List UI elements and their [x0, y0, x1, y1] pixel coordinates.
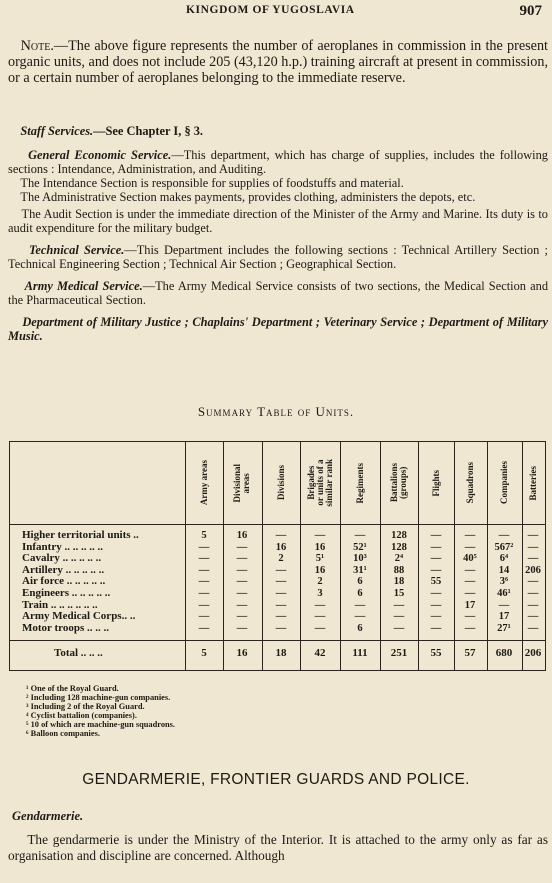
header-rule — [10, 524, 545, 525]
table-cell: — — [430, 553, 442, 565]
row-label: Engineers .. .. .. .. .. — [22, 587, 111, 599]
column-header: Flights — [430, 469, 441, 497]
footnote: ⁵ 10 of which are machine-gun squadrons. — [26, 720, 176, 729]
table-cell: — — [527, 530, 539, 541]
table-cell: 31¹ — [353, 564, 367, 576]
column-divider — [487, 442, 488, 670]
footnote: ¹ One of the Royal Guard. — [26, 684, 119, 693]
table-cell: 10³ — [353, 553, 367, 565]
total-cell: 42 — [314, 647, 326, 659]
table-cell: — — [314, 530, 326, 541]
table-cell: 206 — [525, 564, 541, 576]
table-cell: 52¹ — [353, 541, 367, 553]
table-cell: — — [430, 611, 442, 623]
table-cell: — — [275, 530, 287, 541]
table-cell: — — [236, 588, 248, 599]
technical-service-title: Technical Service. — [29, 243, 125, 257]
table-cell: 88 — [393, 564, 405, 576]
column-header: Divisions — [275, 465, 286, 501]
table-cell: — — [464, 588, 476, 599]
table-cell: 40⁵ — [463, 553, 477, 565]
note-lead: Note. — [20, 38, 54, 54]
table-cell: — — [198, 611, 210, 623]
column-divider — [418, 442, 419, 670]
footnote: ³ Including 2 of the Royal Guard. — [26, 702, 145, 711]
table-cell: — — [354, 530, 366, 541]
column-header: Brigades or units of a similar rank — [305, 459, 334, 507]
table-cell: — — [236, 611, 248, 623]
table-cell: 17 — [498, 611, 510, 623]
table-cell: — — [236, 599, 248, 611]
footnote: ⁴ Cyclist battalion (companies). — [26, 711, 137, 720]
table-cell: — — [275, 588, 287, 599]
table-cell: — — [527, 576, 539, 588]
table-cell: 5¹ — [315, 553, 325, 565]
column-header: Companies — [498, 461, 509, 505]
staff-services-title: Staff Services. — [20, 124, 94, 138]
column-divider — [300, 442, 301, 670]
table-cell: 2⁴ — [394, 553, 404, 565]
table-cell: — — [198, 576, 210, 588]
technical-service-text: —This Department includes the following sections : Technical Artillery Section ; Technical Engineering Section ; Technical Air Section ; Geographical Section. — [8, 243, 548, 271]
table-cell: — — [527, 553, 539, 565]
table-cell: — — [527, 611, 539, 623]
table-cell: 3⁶ — [499, 576, 509, 588]
gendarmerie-subheading: Gendarmerie. — [12, 809, 84, 823]
table-cell: — — [464, 541, 476, 553]
intendance-text: The Intendance Section is responsible for supplies of foodstuffs and material. — [20, 176, 404, 190]
total-rule — [10, 640, 545, 641]
table-cell: — — [275, 576, 287, 588]
table-cell: — — [527, 541, 539, 553]
running-title: KINGDOM OF YUGOSLAVIA — [186, 4, 355, 16]
table-cell: — — [236, 622, 248, 634]
table-cell: — — [393, 599, 405, 611]
administrative-text: The Administrative Section makes payments, provides clothing, administers the depots, etc. — [20, 190, 476, 204]
audit-text: The Audit Section is under the immediate direction of the Minister of the Army and Marine. Its duty is to audit expenditure for the military budget. — [8, 207, 548, 235]
footnote: ⁶ Balloon companies. — [26, 729, 100, 738]
table-cell: 6 — [357, 588, 363, 599]
row-label: Air force .. .. .. .. .. — [22, 575, 106, 588]
table-cell: — — [464, 611, 476, 623]
note-text: —The above figure represents the number of aeroplanes in commission in the present organic units, and does not include 205 (43,120 h.p.) training aircraft at present in commission, or a certain number of aeroplanes belonging to the immediate reserve. — [8, 38, 549, 86]
table-cell: — — [236, 576, 248, 588]
table-cell: — — [464, 564, 476, 576]
table-cell: 3 — [317, 588, 323, 599]
table-cell: — — [430, 541, 442, 553]
footnote: ² Including 128 machine-gun companies. — [26, 693, 171, 702]
column-header: Army areas — [198, 460, 209, 506]
medical-service-title: Army Medical Service. — [24, 279, 143, 293]
page-number: 907 — [519, 3, 542, 19]
total-cell: 251 — [390, 647, 408, 659]
column-header: Squadrons — [464, 462, 475, 504]
table-cell: — — [198, 553, 210, 565]
table-cell: — — [498, 530, 510, 541]
table-cell: — — [393, 611, 405, 623]
table-cell: — — [198, 622, 210, 634]
table-cell: 2 — [278, 553, 284, 565]
column-divider — [223, 442, 224, 670]
table-cell: — — [236, 564, 248, 576]
table-cell: — — [275, 611, 287, 623]
table-cell: 17 — [464, 599, 476, 611]
table-cell: — — [236, 553, 248, 565]
table-cell: 14 — [498, 564, 510, 576]
table-cell: 55 — [430, 576, 442, 588]
table-cell: — — [236, 541, 248, 553]
column-header: Batteries — [527, 465, 538, 501]
table-cell: 16 — [314, 541, 326, 553]
table-cell: 128 — [391, 530, 407, 541]
table-cell: — — [527, 599, 539, 611]
row-label: Train .. .. .. .. .. .. — [22, 598, 98, 611]
total-cell: 57 — [464, 647, 476, 659]
table-cell: 567² — [494, 541, 514, 553]
table-cell: 6 — [357, 576, 363, 588]
row-label: Artillery .. .. .. .. .. — [22, 563, 105, 576]
column-header: Regiments — [354, 462, 365, 504]
total-cell: 680 — [495, 647, 513, 659]
table-cell: — — [354, 611, 366, 623]
econ-service-title: General Economic Service. — [28, 148, 172, 162]
table-cell: 6⁴ — [499, 553, 509, 565]
table-cell: 16 — [275, 541, 287, 553]
medical-service-text: —The Army Medical Service consists of two sections, the Medical Section and the Pharmaceutical Section. — [8, 279, 549, 307]
running-header — [0, 4, 552, 22]
summary-table — [9, 441, 546, 671]
row-label: Army Medical Corps.. .. — [22, 610, 136, 623]
table-cell: 6 — [357, 622, 363, 634]
gendarmerie-text-body: The gendarmerie is under the Ministry of the Interior. It is attached to the army only as far as organisation and discipline are concerned. Although — [8, 832, 548, 863]
total-cell: 55 — [430, 647, 442, 659]
table-cell: 16 — [236, 530, 248, 541]
table-cell: 18 — [393, 576, 405, 588]
column-divider — [262, 442, 263, 670]
note-paragraph — [8, 38, 548, 86]
table-cell: — — [314, 611, 326, 623]
table-cell: 5 — [201, 530, 207, 541]
table-cell: — — [430, 622, 442, 634]
column-divider — [185, 442, 186, 670]
table-cell: — — [198, 541, 210, 553]
table-cell: — — [498, 599, 510, 611]
table-cell: — — [527, 622, 539, 634]
total-cell: 16 — [236, 647, 248, 659]
table-cell: — — [430, 530, 442, 541]
table-cell: 15 — [393, 588, 405, 599]
total-cell: 206 — [524, 647, 542, 659]
column-header: Divisional areas — [232, 463, 251, 503]
table-cell: — — [275, 564, 287, 576]
table-title: Summary Table of Units. — [197, 404, 355, 419]
gendarmerie-heading: GENDARMERIE, FRONTIER GUARDS AND POLICE. — [82, 771, 470, 788]
departments-list: Department of Military Justice ; Chaplains' Department ; Veterinary Service ; Department of Military Music. — [8, 315, 549, 343]
table-cell: 128 — [391, 541, 407, 553]
footnotes — [26, 684, 175, 738]
table-cell: — — [275, 599, 287, 611]
table-cell: 27¹ — [497, 622, 511, 634]
gendarmerie-text — [8, 832, 548, 864]
column-divider — [380, 442, 381, 670]
table-cell: — — [198, 564, 210, 576]
table-cell: — — [430, 588, 442, 599]
table-cell: — — [464, 576, 476, 588]
table-cell: — — [275, 622, 287, 634]
column-header: Battalions (groups) — [389, 463, 408, 503]
row-label: Cavalry .. .. .. .. .. — [22, 552, 102, 565]
column-divider — [340, 442, 341, 670]
row-label: Higher territorial units .. — [22, 529, 139, 541]
row-label: Motor troops .. .. .. — [22, 621, 109, 634]
econ-service-text: —This department, which has charge of supplies, includes the following sections : Intendance, Administration, and Auditing. — [8, 148, 548, 176]
total-cell: 111 — [352, 647, 368, 659]
total-label: Total .. .. .. — [54, 647, 103, 659]
staff-services-text: —See Chapter I, § 3. — [93, 124, 204, 138]
total-cell: 18 — [275, 647, 287, 659]
table-cell: 16 — [314, 564, 326, 576]
table-cell: 46¹ — [497, 588, 511, 599]
row-label: Infantry .. .. .. .. .. — [22, 540, 103, 553]
table-cell: — — [464, 530, 476, 541]
total-cell: 5 — [201, 647, 207, 659]
table-cell: — — [314, 622, 326, 634]
table-cell: — — [527, 588, 539, 599]
table-cell: — — [430, 599, 442, 611]
table-cell: — — [430, 564, 442, 576]
table-cell: — — [198, 599, 210, 611]
table-cell: — — [393, 622, 405, 634]
table-cell: — — [314, 599, 326, 611]
table-cell: 2 — [317, 576, 323, 588]
table-cell: — — [354, 599, 366, 611]
table-cell: — — [198, 588, 210, 599]
services-block — [8, 124, 548, 343]
table-cell: — — [464, 622, 476, 634]
